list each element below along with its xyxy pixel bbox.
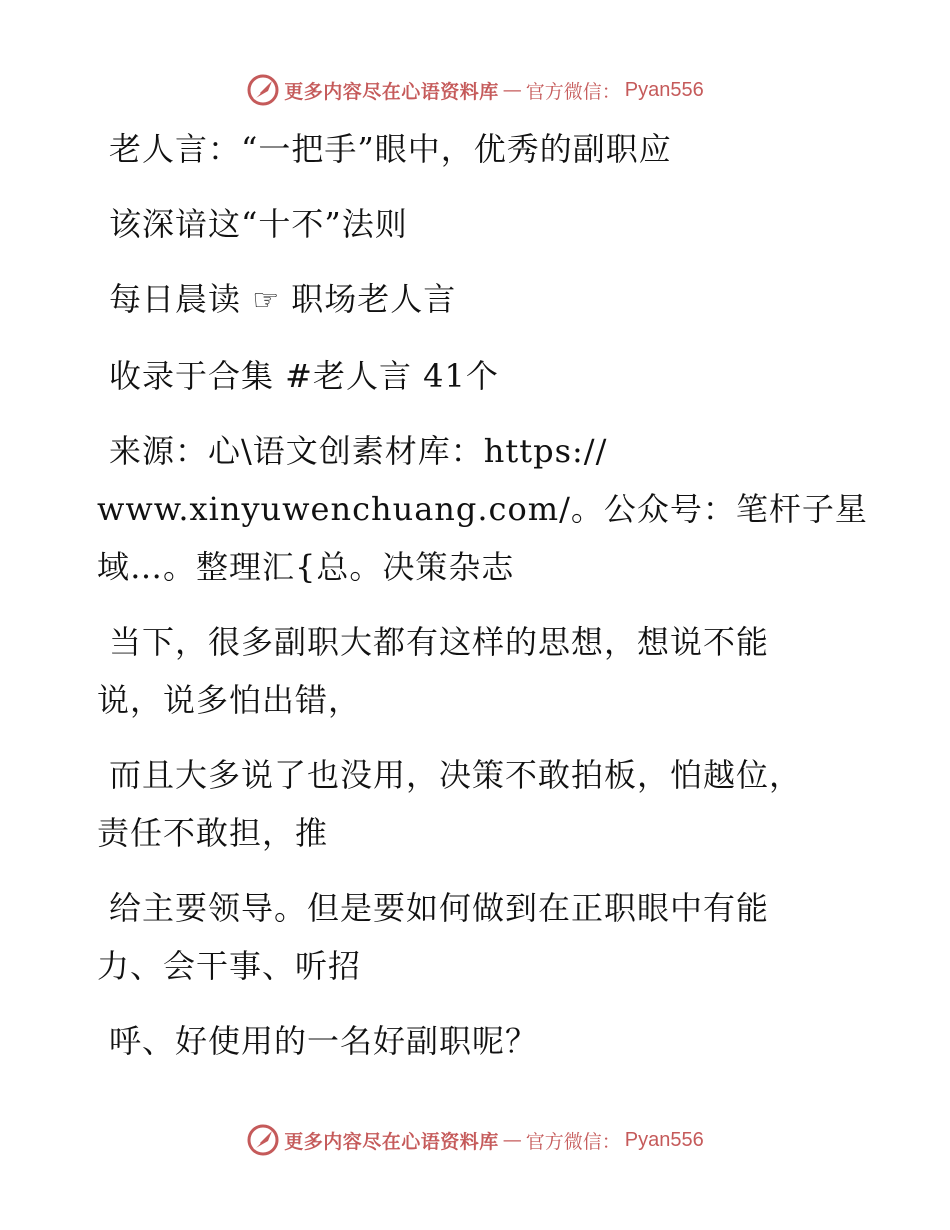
quill-logo-icon	[246, 1123, 280, 1157]
footer-banner	[0, 1120, 950, 1160]
paragraph-2-line-1: 而且大多说了也没用，决策不敢拍板，怕越位，	[109, 756, 803, 794]
pointing-hand-icon: ☞	[252, 283, 281, 318]
article-body	[97, 120, 868, 1070]
series-line	[97, 270, 837, 330]
source-line-2: www.xinyuwenchuang.com/。公众号：笔杆子星	[97, 490, 868, 528]
paragraph-3-line-1: 给主要领导。但是要如何做到在正职眼中有能	[109, 889, 770, 927]
source-line-1: 来源：心\语文创素材库：https://	[109, 432, 608, 470]
banner-wechat-id: Pyan556	[624, 78, 704, 101]
paragraph-1-line-1: 当下，很多副职大都有这样的思想，想说不能	[109, 623, 770, 661]
collection-line: 收录于合集 #老人言 41个	[109, 357, 499, 395]
banner-site-text: 更多内容尽在心语资料库	[284, 1130, 499, 1153]
series-name: 职场老人言	[291, 280, 457, 318]
source-line-3: 域…。整理汇{总。决策杂志	[97, 548, 515, 586]
banner-content	[246, 1123, 704, 1157]
banner-content	[246, 73, 704, 107]
paragraph-2-line-2: 责任不敢担，推	[97, 814, 329, 852]
article-title-line-2: 该深谙这“十不”法则	[109, 205, 408, 243]
banner-site-text: 更多内容尽在心语资料库	[284, 80, 499, 103]
article-title-line-1: 老人言：“一把手”眼中，优秀的副职应	[109, 130, 672, 168]
banner-wechat-label: 官方微信：	[525, 1130, 621, 1153]
paragraph-4-line-1: 呼、好使用的一名好副职呢？	[109, 1022, 539, 1060]
paragraph-1-line-2: 说，说多怕出错，	[97, 681, 362, 719]
header-banner	[0, 70, 950, 110]
series-prefix: 每日晨读	[109, 280, 242, 318]
paragraph-3-line-2: 力、会干事、听招	[97, 947, 362, 985]
banner-wechat-label: 官方微信：	[525, 80, 621, 103]
banner-dash: —	[502, 1129, 522, 1151]
banner-wechat-id: Pyan556	[624, 1128, 704, 1151]
quill-logo-icon	[246, 73, 280, 107]
banner-dash: —	[502, 79, 522, 101]
